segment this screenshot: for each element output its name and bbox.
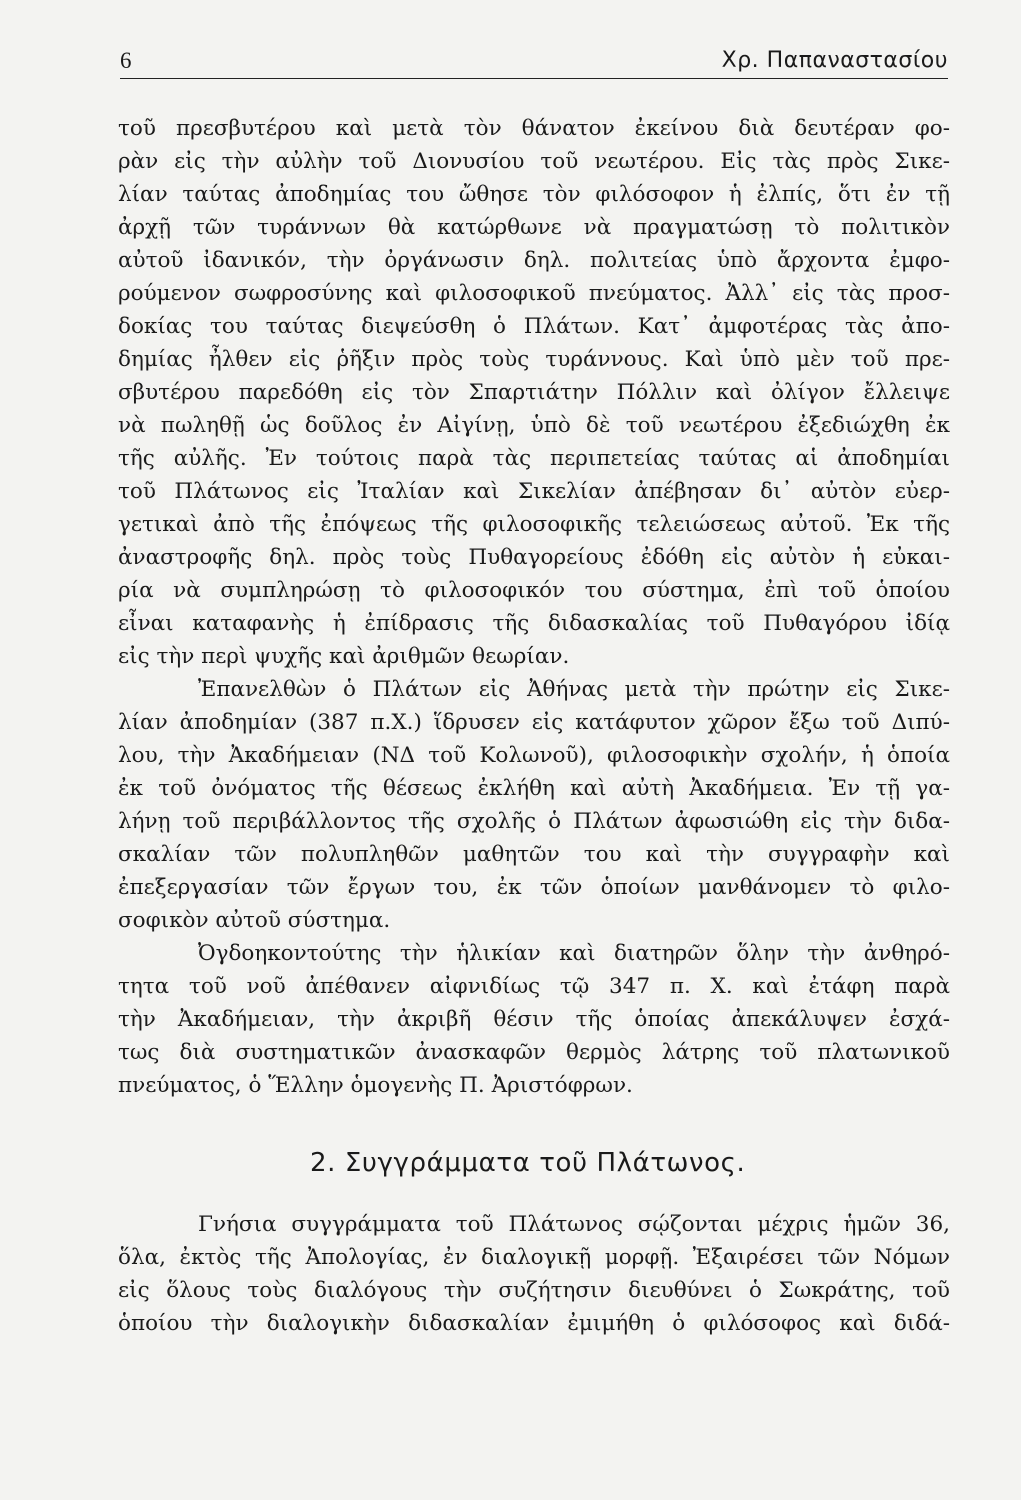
- text-line: εἰς τὴν περὶ ψυχῆς καὶ ἀριθμῶν θεωρίαν.: [118, 644, 570, 669]
- text-line: σκαλίαν τῶν πολυπληθῶν μαθητῶν του καὶ τὴν συγγραφὴν καὶ: [118, 842, 950, 867]
- text-line: δημίας ἦλθεν εἰς ῥῆξιν πρὸς τοὺς τυράννους. Καὶ ὑπὸ μὲν τοῦ πρε-: [118, 347, 950, 372]
- text-line: τως διὰ συστηματικῶν ἀνασκαφῶν θερμὸς λάτρης τοῦ πλατωνικοῦ: [118, 1040, 950, 1065]
- text-line: λίαν ταύτας ἀποδημίας του ὤθησε τὸν φιλόσοφον ἡ ἐλπίς, ὅτι ἐν τῇ: [118, 182, 950, 207]
- text-line: ρούμενον σωφροσύνης καὶ φιλοσοφικοῦ πνεύματος. Ἀλλ᾽ εἰς τὰς προσ-: [118, 281, 950, 306]
- text-line: πνεύματος, ὁ Ἕλλην ὁμογενὴς Π. Ἀριστόφρων.: [118, 1073, 633, 1098]
- paragraph: [118, 1208, 950, 1340]
- text-line: Ὀγδοηκοντούτης τὴν ἡλικίαν καὶ διατηρῶν ὅλην τὴν ἀνθηρό-: [198, 941, 950, 966]
- text-line: τὴν Ἀκαδήμειαν, τὴν ἀκριβῆ θέσιν τῆς ὁποίας ἀπεκάλυψεν ἐσχά-: [118, 1007, 950, 1032]
- paragraph: [118, 112, 950, 673]
- text-line: ἐπεξεργασίαν τῶν ἔργων του, ἐκ τῶν ὁποίων μανθάνομεν τὸ φιλο-: [118, 875, 950, 900]
- text-line: γετικαὶ ἀπὸ τῆς ἐπόψεως τῆς φιλοσοφικῆς τελειώσεως αὐτοῦ. Ἐκ τῆς: [118, 512, 950, 537]
- body-text-upper: [118, 112, 950, 1102]
- text-line: λίαν ἀποδημίαν (387 π.Χ.) ἵδρυσεν εἰς κατάφυτον χῶρον ἔξω τοῦ Διπύ-: [118, 710, 950, 735]
- text-line: ὅλα, ἐκτὸς τῆς Ἀπολογίας, ἐν διαλογικῇ μορφῇ. Ἐξαιρέσει τῶν Νόμων: [118, 1245, 950, 1270]
- text-line: λήνῃ τοῦ περιβάλλοντος τῆς σχολῆς ὁ Πλάτων ἀφωσιώθη εἰς τὴν διδα-: [118, 809, 950, 834]
- text-line: τοῦ πρεσβυτέρου καὶ μετὰ τὸν θάνατον ἐκείνου διὰ δευτέραν φο-: [118, 116, 950, 141]
- text-line: Ἐπανελθὼν ὁ Πλάτων εἰς Ἀθήνας μετὰ τὴν πρώτην εἰς Σικε-: [198, 677, 950, 702]
- running-header: [120, 44, 948, 79]
- text-line: νὰ πωληθῇ ὡς δοῦλος ἐν Αἰγίνῃ, ὑπὸ δὲ τοῦ νεωτέρου ἐξεδιώχθη ἐκ: [118, 413, 950, 438]
- body-text-lower: [118, 1208, 950, 1340]
- text-line: σβυτέρου παρεδόθη εἰς τὸν Σπαρτιάτην Πόλλιν καὶ ὀλίγον ἔλλειψε: [118, 380, 950, 405]
- running-title: Χρ. Παπαναστασίου: [721, 48, 948, 73]
- section-heading: 2. Συγγράμματα τοῦ Πλάτωνος.: [310, 1148, 746, 1178]
- text-line: σοφικὸν αὐτοῦ σύστημα.: [118, 908, 391, 933]
- text-line: εἰς ὅλους τοὺς διαλόγους τὴν συζήτησιν διευθύνει ὁ Σωκράτης, τοῦ: [118, 1278, 950, 1303]
- text-line: ἐκ τοῦ ὀνόματος τῆς θέσεως ἐκλήθη καὶ αὐτὴ Ἀκαδήμεια. Ἐν τῇ γα-: [118, 776, 950, 801]
- text-line: ἀρχῇ τῶν τυράννων θὰ κατώρθωνε νὰ πραγματώσῃ τὸ πολιτικὸν: [118, 215, 950, 240]
- text-line: ὁποίου τὴν διαλογικὴν διδασκαλίαν ἐμιμήθη ὁ φιλόσοφος καὶ διδά-: [118, 1311, 950, 1336]
- text-line: αὐτοῦ ἰδανικόν, τὴν ὀργάνωσιν δηλ. πολιτείας ὑπὸ ἄρχοντα ἐμφο-: [118, 248, 950, 273]
- text-line: δοκίας του ταύτας διεψεύσθη ὁ Πλάτων. Κατ᾽ ἀμφοτέρας τὰς ἀπο-: [118, 314, 950, 339]
- text-line: λου, τὴν Ἀκαδήμειαν (ΝΔ τοῦ Κολωνοῦ), φιλοσοφικὴν σχολήν, ἡ ὁποία: [118, 743, 950, 768]
- paragraph: [118, 937, 950, 1102]
- text-line: Γνήσια συγγράμματα τοῦ Πλάτωνος σῴζονται μέχρις ἡμῶν 36,: [198, 1212, 950, 1237]
- page-number: 6: [120, 48, 132, 73]
- paragraph: [118, 673, 950, 937]
- text-line: ρία νὰ συμπληρώσῃ τὸ φιλοσοφικόν του σύστημα, ἐπὶ τοῦ ὁποίου: [118, 578, 950, 603]
- text-line: τοῦ Πλάτωνος εἰς Ἰταλίαν καὶ Σικελίαν ἀπέβησαν δι᾽ αὐτὸν εὐερ-: [118, 479, 950, 504]
- text-line: εἶναι καταφανὴς ἡ ἐπίδρασις τῆς διδασκαλίας τοῦ Πυθαγόρου ἰδίᾳ: [118, 611, 950, 636]
- text-line: ἀναστροφῆς δηλ. πρὸς τοὺς Πυθαγορείους ἐδόθη εἰς αὐτὸν ἡ εὐκαι-: [118, 545, 950, 570]
- text-line: ρὰν εἰς τὴν αὐλὴν τοῦ Διονυσίου τοῦ νεωτέρου. Εἰς τὰς πρὸς Σικε-: [118, 149, 950, 174]
- text-line: τῆς αὐλῆς. Ἐν τούτοις παρὰ τὰς περιπετείας ταύτας αἱ ἀποδημίαι: [118, 446, 950, 471]
- text-line: τητα τοῦ νοῦ ἀπέθανεν αἰφνιδίως τῷ 347 π. Χ. καὶ ἐτάφη παρὰ: [118, 974, 950, 999]
